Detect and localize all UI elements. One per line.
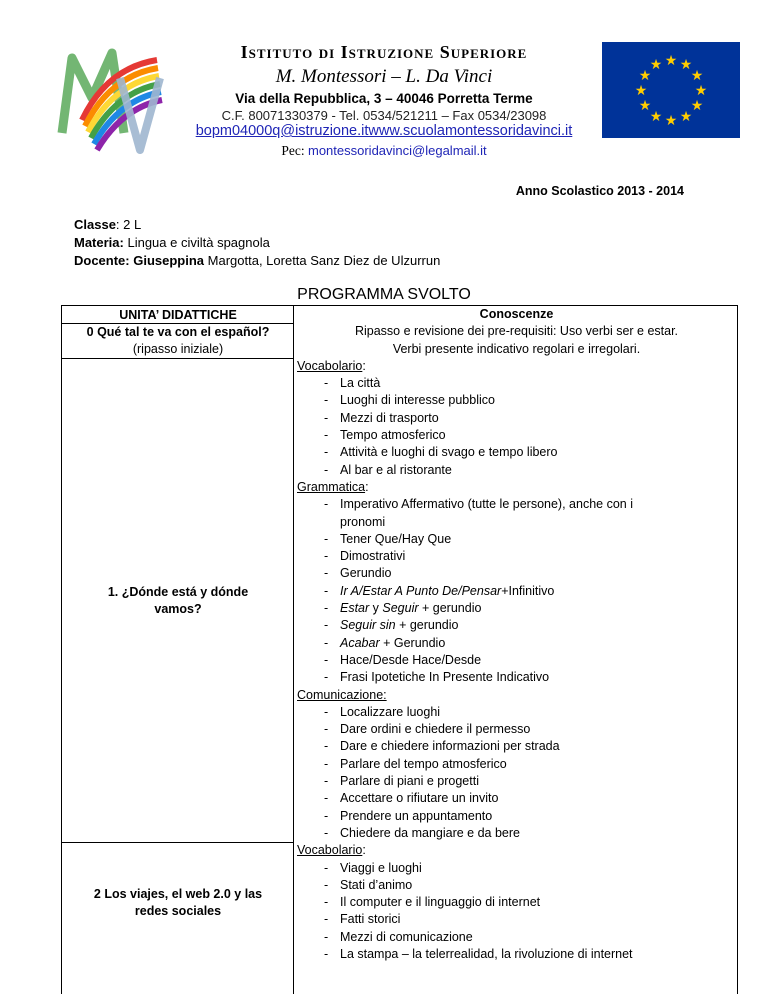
- eu-star-icon: ★: [694, 83, 708, 99]
- list-item-text: [322, 600, 739, 617]
- list-item-text: - Imperativo Affermativo (tutte le persone), anche con i: [340, 497, 633, 512]
- italic-text: Seguir sin: [340, 618, 396, 633]
- row-divider: [62, 358, 294, 359]
- list-item: [294, 738, 739, 755]
- unit-1-title: 1. ¿Dónde está y dónde vamos?: [107, 585, 249, 616]
- list-item: [294, 462, 739, 479]
- list-item: [294, 410, 739, 427]
- eu-star-icon: ★: [679, 57, 693, 74]
- class-value: : 2 L: [115, 217, 142, 232]
- eu-star-icon: ★: [690, 68, 704, 84]
- list-item-text: - Gerundio: [340, 566, 392, 581]
- list-item: [294, 652, 739, 669]
- list-item: [294, 860, 739, 877]
- eu-star-icon: ★: [664, 113, 678, 129]
- list-item-text: - Dimostrativi: [340, 549, 406, 564]
- list-item-continuation: pronomi: [340, 514, 386, 529]
- list-item-text: - Tempo atmosferico: [340, 428, 446, 443]
- plain-text: + Gerundio: [379, 635, 446, 650]
- unit-1-grammar-heading: Grammatica:: [294, 479, 739, 496]
- list-item-text: - Luoghi di interesse pubblico: [340, 393, 495, 408]
- list-item: [294, 375, 739, 392]
- list-item-text: - Chiedere da mangiare e da bere: [340, 825, 520, 840]
- list-item-text: - Viaggi e luoghi: [340, 860, 422, 875]
- list-item-text: - Fatti storici: [340, 912, 401, 927]
- list-item-text: - Dare e chiedere informazioni per strada: [340, 739, 560, 754]
- institute-name: Istituto di Istruzione Superiore: [240, 42, 528, 62]
- list-item: [294, 825, 739, 842]
- list-item-text: - La stampa – la telerrealidad, la rivoluzione di internet: [340, 946, 633, 961]
- knowledge-header: Conoscenze: [479, 307, 554, 321]
- eu-star-icon: ★: [649, 108, 663, 125]
- list-item: [294, 548, 739, 565]
- institute-emails-link[interactable]: bopm04000q@istruzione.itwww.scuolamontessoridavinci.it: [195, 123, 573, 139]
- institute-contacts: C.F. 80071330379 - Tel. 0534/521211 – Fax 0534/23098: [221, 108, 547, 123]
- list-item-text: [322, 635, 739, 652]
- list-item-text: - Dare ordini e chiedere il permesso: [340, 722, 531, 737]
- list-item: [294, 790, 739, 807]
- eu-star-icon: ★: [664, 53, 678, 69]
- list-item: [294, 444, 739, 461]
- plain-text: y: [369, 601, 383, 616]
- list-item-text: - Parlare di piani e progetti: [340, 774, 479, 789]
- vocab-label: Vocabolario: [297, 358, 363, 373]
- list-item-text: - Tener Que/Hay Que: [340, 531, 452, 546]
- unit-0-name: 0 Qué tal te va con el español?: [86, 325, 270, 339]
- pec-email-link[interactable]: montessoridavinci@legalmail.it: [307, 143, 487, 158]
- list-item-text: - Il computer e il linguaggio di internet: [340, 895, 541, 910]
- list-item-text: - Hace/Desde Hace/Desde: [340, 652, 482, 667]
- subject-value: Lingua e civiltà spagnola: [123, 235, 270, 250]
- eu-star-icon: ★: [690, 98, 704, 114]
- list-item-text: [322, 583, 739, 600]
- list-item-text: - Mezzi di comunicazione: [340, 929, 473, 944]
- eu-star-icon: ★: [638, 98, 652, 114]
- list-item: [294, 894, 739, 911]
- list-item-text: - Stati d’animo: [340, 877, 413, 892]
- list-item: [294, 635, 739, 652]
- list-item: [294, 565, 739, 582]
- plain-text: +Infinitivo: [501, 583, 555, 598]
- list-item: [294, 531, 739, 548]
- unit-0-line: Ripasso e revisione dei pre-requisiti: Uso verbi ser e estar.: [354, 324, 679, 339]
- knowledge-column: [294, 306, 739, 963]
- unit-0-title: [62, 324, 294, 358]
- list-item: [294, 583, 739, 600]
- list-item-text: - Prendere un appuntamento: [340, 808, 493, 823]
- units-header: UNITA’ DIDATTICHE: [119, 308, 237, 322]
- subject-line: [74, 235, 270, 250]
- pec-line: [0, 143, 768, 159]
- list-item: [294, 808, 739, 825]
- list-item: [294, 669, 739, 686]
- vocab-label: Vocabolario: [297, 843, 363, 858]
- class-line: [74, 217, 141, 232]
- institute-address: Via della Repubblica, 3 – 40046 Porretta Terme: [235, 91, 533, 106]
- italic-text: Ir A/Estar A Punto De/Pensar: [340, 583, 502, 598]
- plain-text: + gerundio: [395, 618, 459, 633]
- unit-0-note: (ripasso iniziale): [132, 342, 224, 356]
- program-table: [61, 305, 738, 994]
- unit-0-line: Verbi presente indicativo regolari e irregolari.: [392, 341, 641, 356]
- row-divider: [62, 842, 294, 843]
- italic-text: Estar: [340, 601, 370, 616]
- unit-1-communication-heading: [294, 687, 739, 704]
- italic-text: Seguir: [382, 601, 419, 616]
- list-item-text: - Parlare del tempo atmosferico: [340, 756, 507, 771]
- list-item: [294, 704, 739, 721]
- list-item: [294, 721, 739, 738]
- eu-star-icon: ★: [638, 68, 652, 84]
- list-item-text: - Frasi Ipotetiche In Presente Indicativo: [340, 670, 550, 685]
- italic-text: Acabar: [340, 635, 380, 650]
- list-item-text: [322, 617, 739, 634]
- program-title: PROGRAMMA SVOLTO: [297, 286, 471, 303]
- list-item: [294, 756, 739, 773]
- list-item: [294, 392, 739, 409]
- eu-star-icon: ★: [649, 57, 663, 74]
- teacher-line: [74, 253, 440, 268]
- communication-label: Comunicazione:: [297, 687, 387, 702]
- eu-star-icon: ★: [634, 83, 648, 99]
- list-item: [294, 496, 739, 513]
- teacher-label: Docente: Giuseppina: [74, 253, 205, 268]
- list-item-text: - Accettare o rifiutare un invito: [340, 791, 499, 806]
- class-label: Classe: [74, 217, 116, 232]
- school-year: Anno Scolastico 2013 - 2014: [515, 184, 684, 198]
- grammar-label: Grammatica: [297, 479, 366, 494]
- list-item: [294, 617, 739, 634]
- list-item: [294, 946, 739, 963]
- institute-subtitle: M. Montessori – L. Da Vinci: [275, 66, 493, 87]
- list-item-text: - Al bar e al ristorante: [340, 462, 452, 477]
- unit-2-vocab-heading: Vocabolario:: [294, 842, 739, 859]
- list-item: [294, 773, 739, 790]
- list-item: [294, 877, 739, 894]
- list-item: [294, 427, 739, 444]
- list-item: [294, 600, 739, 617]
- plain-text: + gerundio: [418, 601, 482, 616]
- eu-star-icon: ★: [679, 108, 693, 125]
- list-item-text: - Localizzare luoghi: [340, 704, 441, 719]
- teacher-value: Margotta, Loretta Sanz Diez de Ulzurrun: [204, 253, 441, 268]
- list-item: [294, 911, 739, 928]
- pec-label: Pec:: [281, 143, 305, 158]
- unit-2-title: 2 Los viajes, el web 2.0 y las redes sociales: [93, 887, 263, 918]
- subject-label: Materia:: [74, 235, 124, 250]
- list-item-text: - Attività e luoghi di svago e tempo libero: [340, 445, 558, 460]
- list-item: [294, 929, 739, 946]
- list-item-text: - La città: [340, 376, 381, 391]
- list-item-text: - Mezzi di trasporto: [340, 410, 439, 425]
- unit-1-vocab-heading: Vocabolario:: [294, 358, 739, 375]
